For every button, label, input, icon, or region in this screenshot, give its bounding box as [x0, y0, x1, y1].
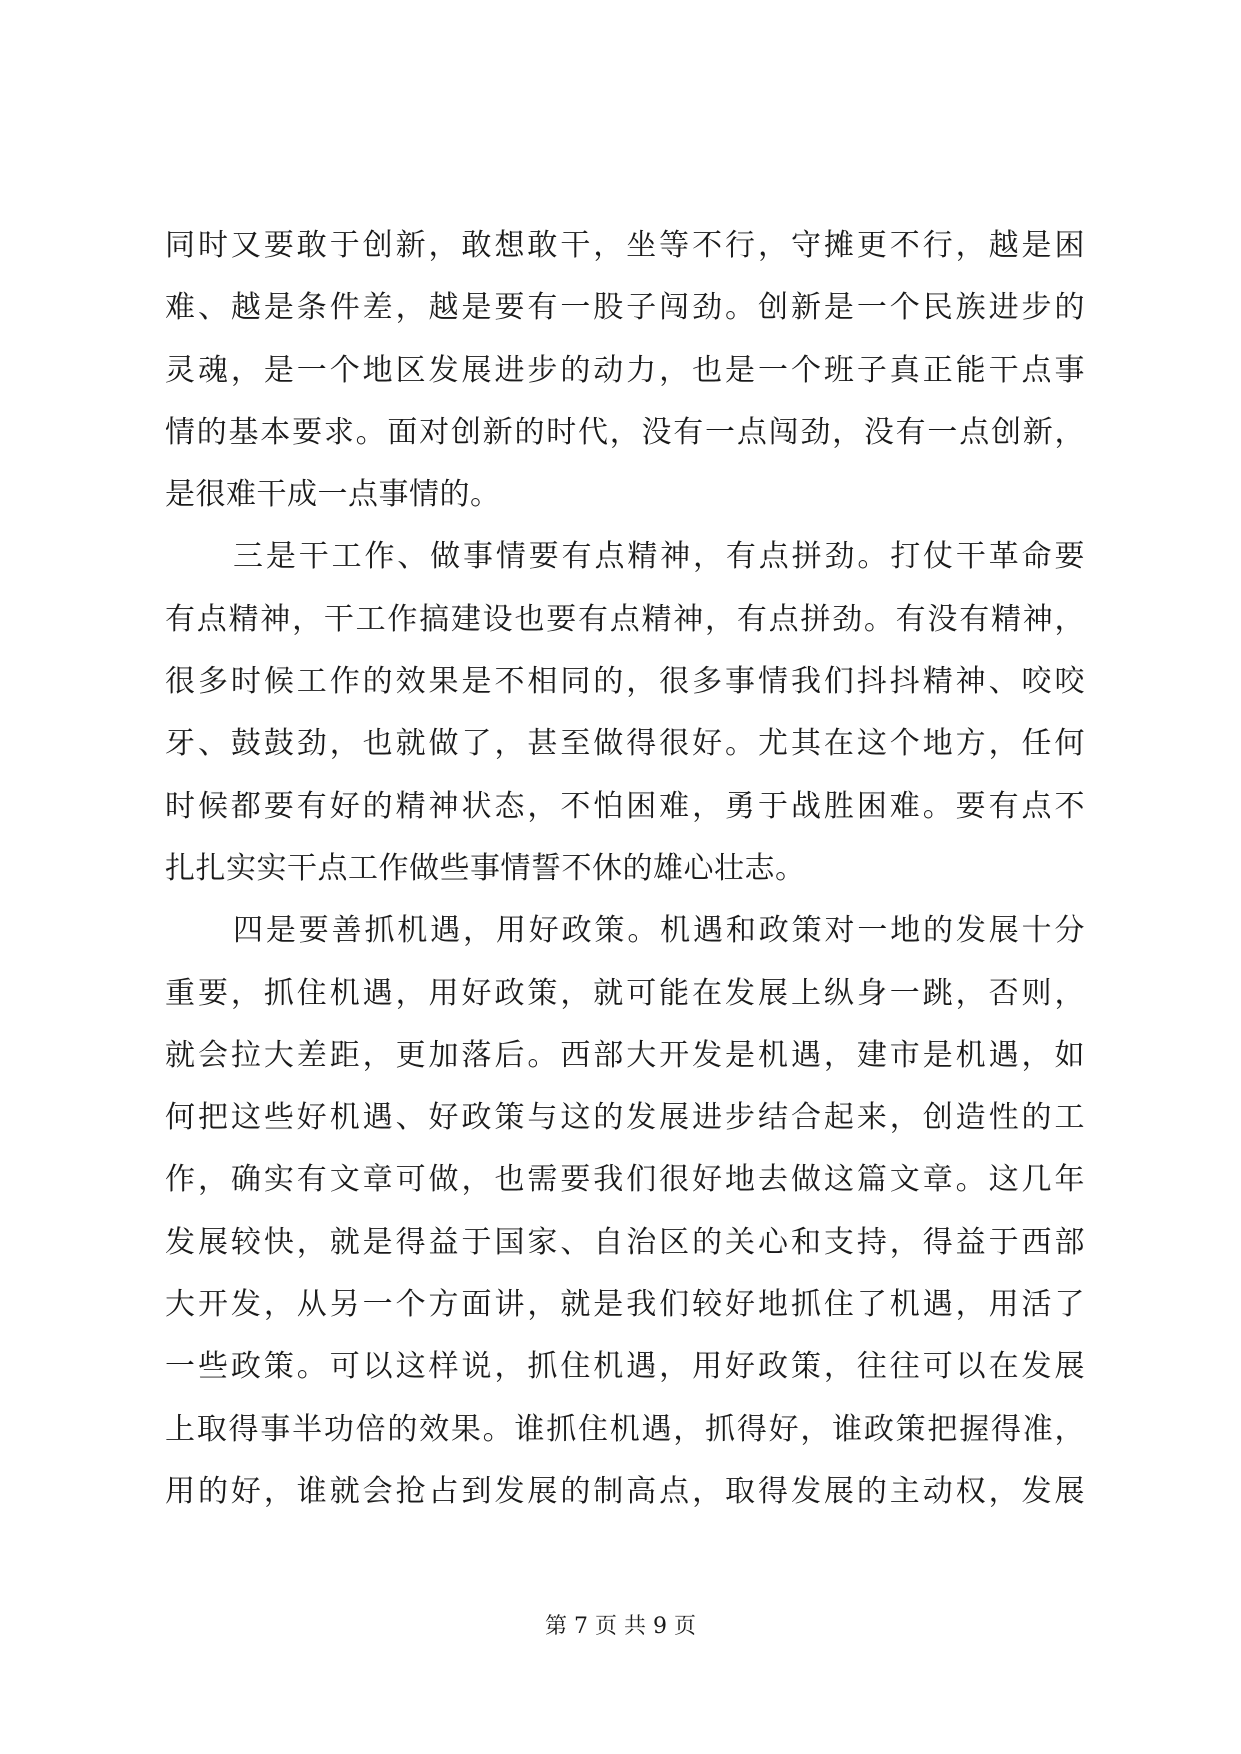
text-line: 重要，抓住机遇，用好政策，就可能在发展上纵身一跳，否则， — [165, 975, 1085, 1011]
body-text — [165, 226, 1085, 1534]
text-line: 有点精神，干工作搞建设也要有点精神，有点拼劲。有没有精神， — [165, 601, 1085, 637]
text-line: 作，确实有文章可做，也需要我们很好地去做这篇文章。这几年 — [165, 1162, 1085, 1198]
text-line: 发展较快，就是得益于国家、自治区的关心和支持，得益于西部 — [165, 1224, 1085, 1260]
text-line: 牙、鼓鼓劲，也就做了，甚至做得很好。尤其在这个地方，任何 — [165, 726, 1085, 762]
paragraph-first-line: 四是要善抓机遇，用好政策。机遇和政策对一地的发展十分 — [233, 913, 1085, 949]
page-number: 第 7 页 共 9 页 — [545, 1614, 696, 1639]
paragraph-first-line: 三是干工作、做事情要有点精神，有点拼劲。打仗干革命要 — [233, 539, 1085, 575]
text-line: 同时又要敢于创新，敢想敢干，坐等不行，守摊更不行，越是困 — [165, 228, 1085, 263]
text-line: 上取得事半功倍的效果。谁抓住机遇，抓得好，谁政策把握得准， — [165, 1411, 1085, 1447]
page-footer — [0, 1612, 1241, 1642]
text-line: 时候都要有好的精神状态，不怕困难，勇于战胜困难。要有点不 — [165, 788, 1085, 824]
text-line: 就会拉大差距，更加落后。西部大开发是机遇，建市是机遇，如 — [165, 1037, 1085, 1073]
text-line: 灵魂，是一个地区发展进步的动力，也是一个班子真正能干点事 — [165, 352, 1085, 388]
text-line: 情的基本要求。面对创新的时代，没有一点闯劲，没有一点创新， — [165, 414, 1085, 450]
text-line: 一些政策。可以这样说，抓住机遇，用好政策，往往可以在发展 — [165, 1349, 1085, 1385]
text-line: 何把这些好机遇、好政策与这的发展进步结合起来，创造性的工 — [165, 1100, 1085, 1136]
text-line: 很多时候工作的效果是不相同的，很多事情我们抖抖精神、咬咬 — [165, 664, 1085, 700]
text-line: 用的好，谁就会抢占到发展的制高点，取得发展的主动权，发展 — [165, 1473, 1085, 1509]
text-line: 大开发，从另一个方面讲，就是我们较好地抓住了机遇，用活了 — [165, 1287, 1085, 1323]
text-line: 难、越是条件差，越是要有一股子闯劲。创新是一个民族进步的 — [165, 290, 1085, 326]
text-line: 扎扎实实干点工作做些事情誓不休的雄心壮志。 — [165, 850, 806, 886]
text-line: 是很难干成一点事情的。 — [165, 477, 501, 513]
